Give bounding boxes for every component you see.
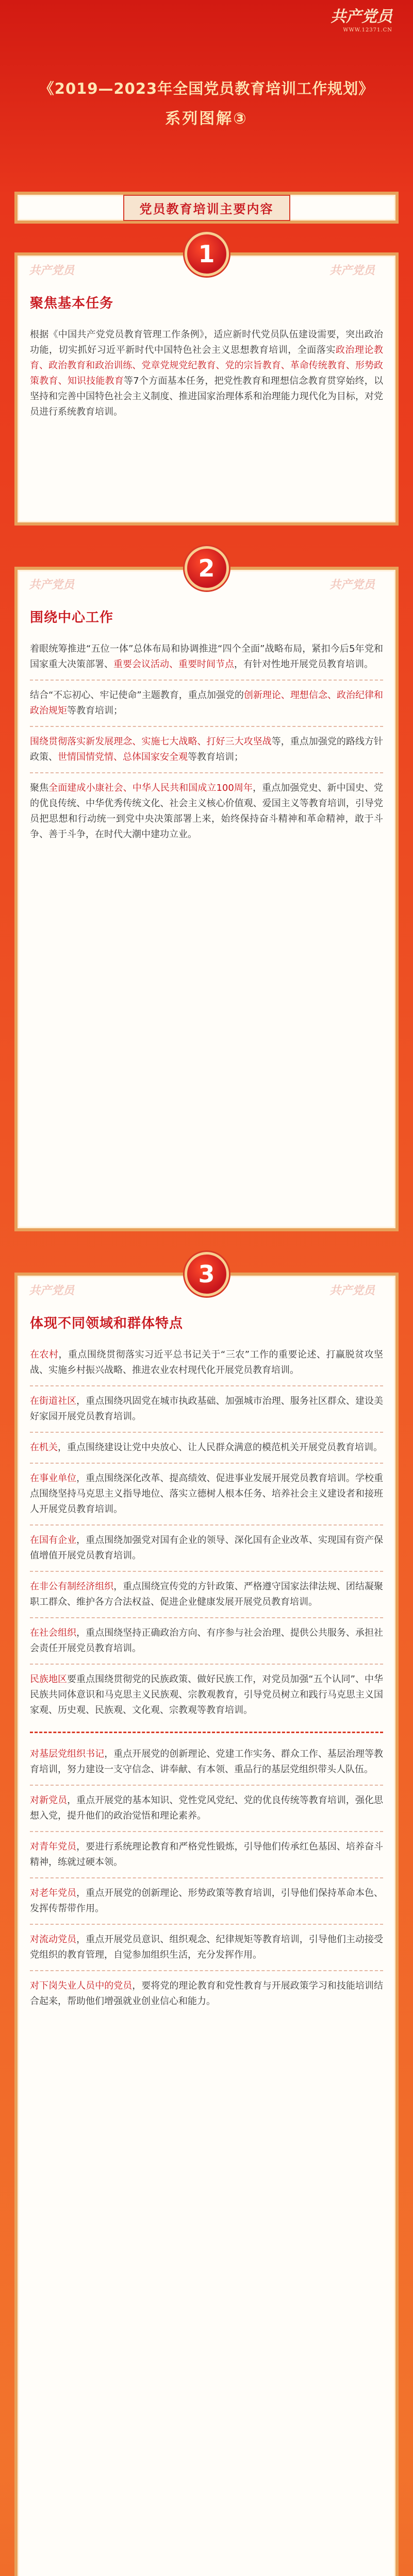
dashed-divider <box>30 1970 383 1971</box>
page-subtitle: 系列图解③ <box>165 110 248 128</box>
paragraph-text: ，重点围绕加强党对国有企业的领导、深化国有企业改革、实现国有资产保值增值开展党员教育培训。 <box>30 1535 384 1561</box>
paragraph-text: ，重点开展党的创新理论、党建工作实务、群众工作、基层治理等教育培训，努力建设一支守信念、讲奉献、有本领、重品行的基层党组织带头人队伍。 <box>30 1749 383 1775</box>
paragraph-text: ，重点围绕坚持正确政治方向、有序参与社会治理、提供公共服务、承担社会责任开展党员教育培训。 <box>30 1628 384 1654</box>
paragraph-text: 等，重点加强党的路线方针政策、 <box>30 736 383 762</box>
paragraph-label: 民族地区 <box>30 1674 68 1685</box>
dashed-divider <box>30 1877 383 1878</box>
paragraph-label: 在非公有制经济组织 <box>30 1581 114 1592</box>
dashed-divider <box>30 1463 383 1464</box>
highlight-text: 全面建成小康社会、中华人民共和国成立100周年 <box>48 783 253 793</box>
paragraph-text: 根据《中国共产党党员教育管理工作条例》，适应新时代党员队伍建设需要，突出政治功能，切实抓好习近平新时代中国特色社会主义思想教育培训，全面落实 <box>30 329 383 355</box>
paragraph <box>30 1793 383 1824</box>
dashed-divider <box>30 1664 383 1665</box>
section-number-badge: 1 <box>185 232 229 276</box>
section-2 <box>14 554 399 1231</box>
paragraph-label: 在街道社区 <box>30 1396 77 1406</box>
dashed-divider <box>30 1924 383 1925</box>
paragraph-text: ，重点开展党的创新理论、形势政策等教育培训，引导他们保持革命本色、发挥传帮带作用。 <box>30 1888 384 1914</box>
paragraph-text: 要重点围绕贯彻党的民族政策、做好民族工作，对党员加强“五个认同”、中华民族共同体意识和马克思主义民族观、宗教观教育，引导党员树立和践行马克思主义国家观、历史观、民族观、文化观、宗教观等教育培训。 <box>30 1674 384 1716</box>
dashed-divider <box>30 1432 383 1433</box>
paragraph-text: ，重点加强党史、新中国史、党的优良传统、中华优秀传统文化、社会主义核心价值观、爱国主义等教育培训，引导党员把思想和行动统一到党中央决策部署上来，始终保持奋斗精神和革命精神，敢于斗争、善于斗争，在时代大潮中建功立业。 <box>30 783 384 840</box>
paragraph <box>30 1886 383 1917</box>
paragraph-text: 等7个方面基本任务，把党性教育和理想信念教育贯穿始终，以坚持和完善中国特色社会主义制度、推进国家治理体系和治理能力现代化为目标，对党员进行系统教育培训。 <box>30 376 384 417</box>
paragraph-text: ，重点围绕巩固党在城市执政基础、加强城市治理、服务社区群众、建设美好家园开展党员教育培训。 <box>30 1396 384 1422</box>
watermark: 共产党员 <box>29 264 75 277</box>
paragraph-label: 对新党员 <box>30 1795 68 1806</box>
section-heading: 体现不同领域和群体特点 <box>30 1316 184 1331</box>
paragraph-text: ，重点开展党的基本知识、党性党风党纪、党的优良传统等教育培训，强化思想入党，提升他们的政治觉悟和理论素养。 <box>30 1795 383 1821</box>
section-3 <box>14 1260 399 2576</box>
dashed-divider <box>30 726 383 727</box>
dashed-divider <box>30 1617 383 1618</box>
paragraph <box>30 1347 383 1378</box>
paragraph <box>30 688 383 719</box>
site-logo[interactable] <box>331 9 392 33</box>
paragraph <box>30 641 383 672</box>
highlight-text: 创新理论、理想信念、政治纪律和政治规矩 <box>30 690 384 716</box>
paragraph-text: 等教育培训； <box>188 752 243 762</box>
dashed-divider <box>30 772 383 773</box>
paragraph-text: ，重点开展党员意识、组织观念、纪律规矩等教育培训，引导他们主动接受党组织的教育管理，自觉参加组织生活，充分发挥作用。 <box>30 1934 384 1960</box>
paragraph-text: 聚焦 <box>30 783 49 793</box>
paragraph <box>30 1932 383 1963</box>
watermark: 共产党员 <box>329 1284 375 1297</box>
dashed-divider <box>30 1524 383 1526</box>
paragraph-text: ，重点围绕深化改革、提高绩效、促进事业发展开展党员教育培训。学校重点围绕坚持马克思主义指导地位、落实立德树人根本任务、培养社会主义建设者和接班人开展党员教育培训。 <box>30 1473 384 1515</box>
paragraph-text: 等教育培训； <box>67 705 123 716</box>
paragraph-label: 对下岗失业人员中的党员 <box>30 1980 133 1991</box>
paragraph-label: 在事业单位 <box>30 1473 77 1484</box>
paragraph-label: 在社会组织 <box>30 1628 77 1638</box>
section-heading: 聚焦基本任务 <box>30 296 114 311</box>
watermark: 共产党员 <box>29 1284 75 1297</box>
section-number-badge: 2 <box>185 546 229 590</box>
paragraph-label: 在机关 <box>30 1442 58 1453</box>
dashed-divider <box>30 1831 383 1832</box>
dashed-divider <box>30 680 383 681</box>
logo-text: 共产党员 <box>331 8 392 26</box>
dashed-divider <box>30 1785 383 1786</box>
dashed-divider <box>30 1385 383 1386</box>
paragraph <box>30 781 383 842</box>
highlight-text: 围绕贯彻落实新发展理念、实施七大战略、打好三大攻坚战 <box>30 736 272 747</box>
paragraph-label: 对老年党员 <box>30 1888 77 1899</box>
paragraph-text: 着眼统筹推进“五位一体”总体布局和协调推进“四个全面”战略布局，紧扣今后5年党和国家重大决策部署、 <box>30 643 383 670</box>
paragraph <box>30 734 383 765</box>
paragraph <box>30 1533 383 1564</box>
paragraph <box>30 1471 383 1517</box>
paragraph-text: 结合“不忘初心、牢记使命”主题教育，重点加强党的 <box>30 690 244 701</box>
highlight-text: 重要会议活动、重要时间节点 <box>113 659 234 670</box>
paragraph-label: 对青年党员 <box>30 1841 77 1852</box>
paragraph-text: ，有针对性地开展党员教育培训。 <box>234 659 373 670</box>
paragraph-text: ，要将党的理论教育和党性教育与开展政策学习和技能培训结合起来，帮助他们增强就业创业信心和能力。 <box>30 1980 383 2007</box>
paragraph <box>30 1839 383 1870</box>
paragraph-text: ，要进行系统理论教育和严格党性锻炼，引导他们传承红色基因、培养奋斗精神，练就过硬本领。 <box>30 1841 384 1868</box>
paragraph <box>30 1978 383 2009</box>
paragraph-label: 在农村 <box>30 1349 59 1360</box>
section-number-badge: 3 <box>185 1252 229 1296</box>
dashed-divider <box>30 1571 383 1572</box>
highlight-text: 政治理论教育、政治教育和政治训练、党章党规党纪教育、党的宗旨教育、革命传统教育、形势政策教育、知识技能教育 <box>30 345 384 386</box>
section-heading: 围绕中心工作 <box>30 610 114 625</box>
watermark: 共产党员 <box>329 264 375 277</box>
group-divider <box>30 1732 383 1733</box>
watermark: 共产党员 <box>29 578 75 591</box>
paragraph-text: ，重点围绕贯彻落实习近平总书记关于“三农”工作的重要论述、打赢脱贫攻坚战、实施乡村振兴战略、推进农业农村现代化开展党员教育培训。 <box>30 1349 384 1376</box>
banner-text: 党员教育培训主要内容 <box>139 201 274 216</box>
page-title: 《2019—2023年全国党员教育培训工作规划》 <box>39 80 374 97</box>
section-banner <box>123 195 290 221</box>
banner-frame <box>14 192 399 224</box>
paragraph <box>30 1625 383 1656</box>
paragraph-label: 对流动党员 <box>30 1934 77 1945</box>
paragraph <box>30 1747 383 1777</box>
paragraph-text: ，重点围绕建设让党中央放心、让人民群众满意的模范机关开展党员教育培训。 <box>58 1442 383 1453</box>
paragraph <box>30 1440 383 1455</box>
paragraph-label: 对基层党组织书记 <box>30 1749 105 1759</box>
watermark: 共产党员 <box>329 578 375 591</box>
paragraph-text: ，重点围绕宣传党的方针政策、严格遵守国家法律法规、团结凝聚职工群众、维护各方合法权益、促进企业健康发展开展党员教育培训。 <box>30 1581 384 1607</box>
paragraph <box>30 327 383 420</box>
paragraph <box>30 1579 383 1610</box>
logo-url: WWW.12371.CN <box>343 27 392 33</box>
section-1 <box>14 240 399 526</box>
highlight-text: 世情国情党情、总体国家安全观 <box>58 752 188 762</box>
paragraph <box>30 1394 383 1425</box>
paragraph <box>30 1672 383 1718</box>
paragraph-label: 在国有企业 <box>30 1535 77 1546</box>
